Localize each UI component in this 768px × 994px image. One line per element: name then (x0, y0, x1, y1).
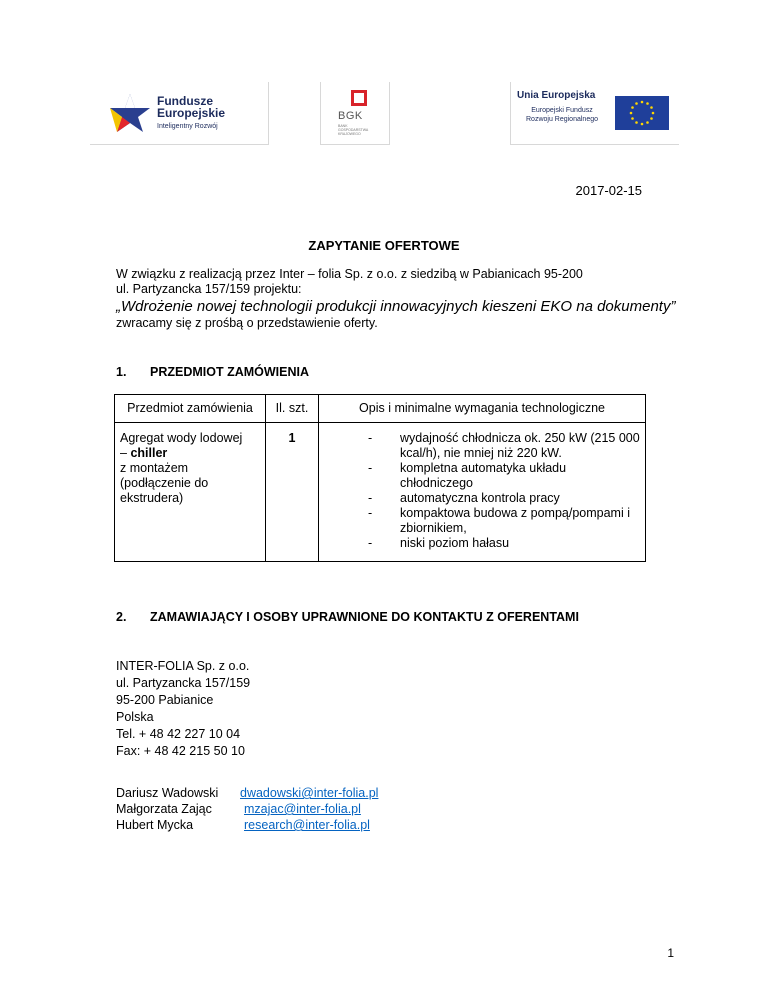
bgk-square-icon (351, 90, 367, 106)
section-2-title: ZAMAWIAJĄCY I OSOBY UPRAWNIONE DO KONTAKTU Z OFERENTAMI (150, 610, 579, 624)
intro-paragraph (116, 267, 676, 331)
table-row (115, 423, 646, 562)
document-date: 2017-02-15 (575, 183, 642, 198)
header-description: Opis i minimalne wymagania technologiczne (319, 395, 646, 423)
logo-bar (90, 82, 678, 144)
page-number: 1 (667, 946, 674, 960)
document-title: ZAPYTANIE OFERTOWE (308, 238, 460, 253)
item-name-cell (115, 423, 266, 562)
ue-subtitle: Europejski Fundusz Rozwoju Regionalnego (526, 107, 598, 123)
unia-europejska-logo (510, 82, 679, 145)
section-2-heading (116, 610, 579, 624)
section-2-number: 2. (116, 610, 127, 624)
section-1-title: PRZEDMIOT ZAMÓWIENIA (150, 365, 310, 379)
fe-line2: Europejskie (157, 106, 226, 120)
list-item (116, 802, 378, 818)
order-table (114, 394, 646, 562)
section-1-heading (116, 365, 309, 379)
person-name: Hubert Mycka (116, 818, 194, 832)
requirements-cell (319, 423, 646, 562)
intro-line-1: W związku z realizacją przez Inter – folia Sp. z o.o. z siedzibą w Pabianicach 95-200 (116, 267, 583, 281)
item-name-line: ekstrudera) (120, 491, 184, 505)
contact-phone: Tel. + 48 42 227 10 04 (116, 727, 241, 741)
intro-line-2: ul. Partyzancka 157/159 projektu: (116, 282, 302, 296)
item-chiller: chiller (130, 446, 168, 460)
contact-address (116, 659, 250, 761)
table-header-row (115, 395, 646, 423)
person-email-link[interactable]: mzajac@inter-folia.pl (244, 802, 361, 816)
person-email-link[interactable]: dwadowski@inter-folia.pl (240, 786, 379, 800)
person-email-link[interactable]: research@inter-folia.pl (244, 818, 370, 832)
person-name: Małgorzata Zając (116, 802, 212, 816)
intro-line-3: zwracamy się z prośbą o przedstawienie oferty. (116, 316, 378, 330)
bgk-name: BGK (338, 110, 363, 122)
list-item (116, 786, 378, 802)
list-item: - kompletna automatyka układu chłodniczego (368, 461, 640, 491)
fe-line1: Fundusze (157, 94, 213, 108)
eu-flag-icon (615, 96, 669, 130)
contact-company: INTER-FOLIA Sp. z o.o. (116, 659, 250, 673)
contact-street: ul. Partyzancka 157/159 (116, 676, 251, 690)
section-1-number: 1. (116, 365, 127, 379)
fe-subtitle: Inteligentny Rozwój (157, 123, 218, 130)
list-item: - automatyczna kontrola pracy (368, 491, 640, 506)
contact-city: 95-200 Pabianice (116, 693, 214, 707)
bgk-subtitle: BANK GOSPODARSTWA KRAJOWEGO (338, 124, 369, 136)
ue-title: Unia Europejska (517, 90, 596, 101)
person-name: Dariusz Wadowski (116, 786, 219, 800)
list-item: - niski poziom hałasu (368, 536, 640, 551)
bgk-logo (320, 82, 390, 145)
header-qty: Il. szt. (266, 395, 319, 423)
fe-logo-text (157, 95, 225, 119)
qty-cell (266, 423, 319, 562)
item-name-line (120, 446, 260, 461)
project-title: „Wdrożenie nowej technologii produkcji innowacyjnych kieszeni EKO na dokumenty” (116, 298, 676, 315)
contact-country: Polska (116, 710, 154, 724)
list-item (116, 818, 378, 834)
contact-people (116, 786, 378, 834)
item-name-line: (podłączenie do (120, 476, 209, 490)
contact-fax: Fax: + 48 42 215 50 10 (116, 744, 245, 758)
list-item: - wydajność chłodnicza ok. 250 kW (215 000 kcal/h), nie mniej niż 220 kW. (368, 431, 640, 461)
item-name-line: z montażem (120, 461, 189, 475)
requirements-list (324, 431, 640, 551)
qty-value: 1 (288, 431, 296, 445)
header-item: Przedmiot zamówienia (115, 395, 266, 423)
item-dash: – (120, 446, 131, 460)
fundusze-europejskie-logo (90, 82, 269, 145)
item-name-line: Agregat wody lodowej (120, 431, 243, 445)
fe-star-icon (108, 92, 152, 136)
list-item: - kompaktowa budowa z pompą/pompami i zbiornikiem, (368, 506, 640, 536)
